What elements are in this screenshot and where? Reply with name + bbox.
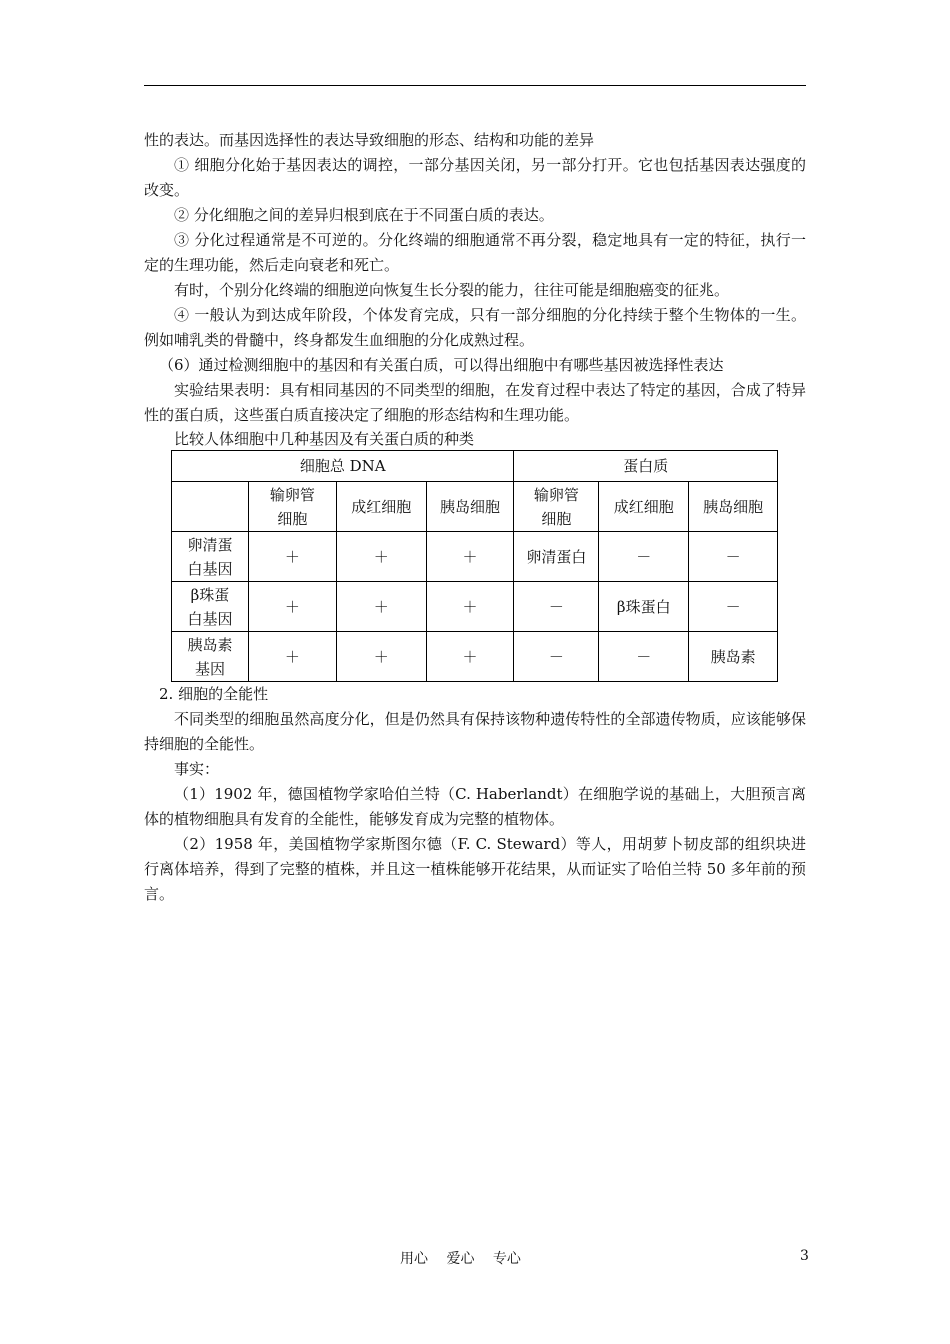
table-cell: － — [514, 632, 599, 682]
table-cell: － — [599, 532, 689, 582]
header-empty-cell — [172, 482, 249, 532]
paragraph: 实验结果表明：具有相同基因的不同类型的细胞，在发育过程中表达了特定的基因，合成了特异性的蛋白质，这些蛋白质直接决定了细胞的形态结构和生理功能。 — [144, 381, 806, 424]
paragraph: 事实： — [174, 760, 220, 778]
table-cell: － — [689, 532, 778, 582]
table-cell: ＋ — [248, 582, 336, 632]
paragraph: ① 细胞分化始于基因表达的调控，一部分基因关闭，另一部分打开。它也包括基因表达强度的改变。 — [144, 156, 806, 199]
table-cell: ＋ — [248, 532, 336, 582]
paragraph: 性的表达。而基因选择性的表达导致细胞的形态、结构和功能的差异 — [144, 131, 595, 149]
table-cell: ＋ — [426, 582, 514, 632]
table-cell: ＋ — [336, 582, 426, 632]
paragraph: （1）1902 年，德国植物学家哈伯兰特（C. Haberlandt）在细胞学说的基础上，大胆预言离体的植物细胞具有发育的全能性，能够发育成为完整的植物体。 — [144, 785, 806, 828]
gene-protein-table — [171, 450, 778, 682]
paragraph: ④ 一般认为到达成年阶段，个体发育完成，只有一部分细胞的分化持续于整个生物体的一生。例如哺乳类的骨髓中，终身都发生血细胞的分化成熟过程。 — [144, 306, 806, 349]
table-cell: － — [514, 582, 599, 632]
table-caption: 比较人体细胞中几种基因及有关蛋白质的种类 — [174, 430, 475, 448]
row-gene-label: 卵清蛋白基因 — [187, 535, 233, 578]
paragraphs-bottom — [144, 682, 806, 907]
header-dna: 细胞总 DNA — [172, 451, 514, 482]
table-header-columns — [172, 482, 778, 532]
row-gene-label: β珠蛋白基因 — [187, 585, 233, 628]
table-cell: ＋ — [426, 632, 514, 682]
label-oviduct: 输卵管细胞 — [533, 485, 579, 528]
label-oviduct: 输卵管细胞 — [269, 485, 315, 528]
header-rule — [144, 85, 806, 86]
table-cell: β珠蛋白 — [599, 582, 689, 632]
table-cell: 胰岛素 — [689, 632, 778, 682]
table-header-groups — [172, 451, 778, 482]
row-gene-cell — [172, 582, 249, 632]
table-cell: － — [599, 632, 689, 682]
table-cell: － — [689, 582, 778, 632]
table-row — [172, 632, 778, 682]
page-number: 3 — [800, 1248, 809, 1264]
header-protein: 蛋白质 — [514, 451, 778, 482]
header-islet-dna: 胰岛细胞 — [426, 482, 514, 532]
paragraph: 2. 细胞的全能性 — [159, 685, 269, 703]
table-row — [172, 582, 778, 632]
table-cell: ＋ — [426, 532, 514, 582]
paragraph: （2）1958 年，美国植物学家斯图尔德（F. C. Steward）等人，用胡萝卜韧皮部的组织块进行离体培养，得到了完整的植株，并且这一植株能够开花结果，从而证实了哈伯兰特 50 多年前的预言。 — [144, 835, 806, 903]
page-body — [144, 128, 806, 907]
paragraphs-top — [144, 128, 806, 428]
header-oviduct-dna — [248, 482, 336, 532]
table-cell: ＋ — [336, 632, 426, 682]
table-cell: 卵清蛋白 — [514, 532, 599, 582]
header-erythro-protein: 成红细胞 — [599, 482, 689, 532]
footer-motto: 用心 爱心 专心 — [400, 1251, 521, 1267]
table-row — [172, 532, 778, 582]
row-gene-cell — [172, 532, 249, 582]
row-gene-cell — [172, 632, 249, 682]
header-erythro-dna: 成红细胞 — [336, 482, 426, 532]
paragraph: ③ 分化过程通常是不可逆的。分化终端的细胞通常不再分裂，稳定地具有一定的特征，执行一定的生理功能，然后走向衰老和死亡。 — [144, 231, 806, 274]
paragraph: 有时，个别分化终端的细胞逆向恢复生长分裂的能力，往往可能是细胞癌变的征兆。 — [174, 281, 730, 299]
row-gene-label: 胰岛素基因 — [187, 635, 233, 678]
header-islet-protein: 胰岛细胞 — [689, 482, 778, 532]
paragraph: （6）通过检测细胞中的基因和有关蛋白质，可以得出细胞中有哪些基因被选择性表达 — [159, 356, 724, 374]
paragraph: ② 分化细胞之间的差异归根到底在于不同蛋白质的表达。 — [174, 206, 554, 224]
page-footer — [0, 1248, 950, 1270]
table-cell: ＋ — [336, 532, 426, 582]
table-cell: ＋ — [248, 632, 336, 682]
header-oviduct-protein — [514, 482, 599, 532]
paragraph: 不同类型的细胞虽然高度分化，但是仍然具有保持该物种遗传特性的全部遗传物质，应该能够保持细胞的全能性。 — [144, 710, 806, 753]
